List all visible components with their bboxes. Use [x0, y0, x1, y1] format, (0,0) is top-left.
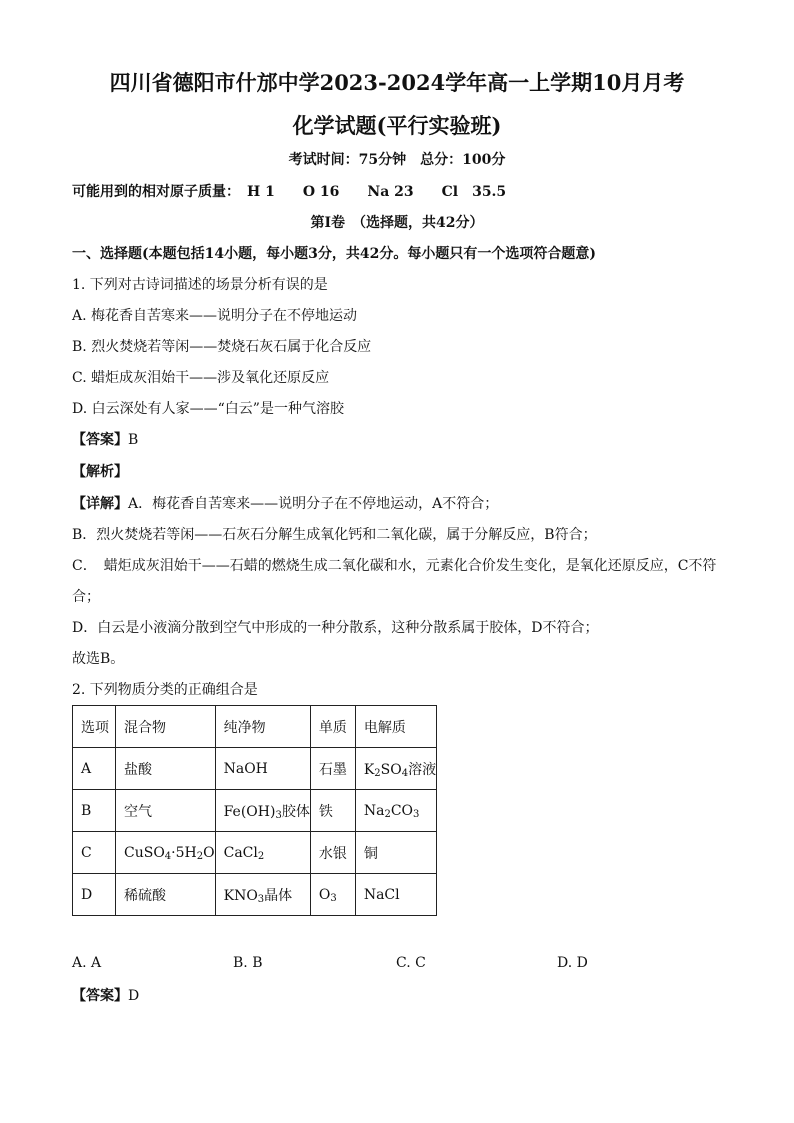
table-cell: 石墨: [310, 748, 355, 790]
table-cell: A: [73, 748, 116, 790]
q1-detail-text-a: A．梅花香自苦寒来——说明分子在不停地运动，A不符合；: [128, 496, 499, 512]
q2-choice-a: A. A: [72, 955, 102, 971]
table-cell: $Fe(OH)_3$胶体: [215, 790, 310, 832]
table-cell: $CuSO_4\cdot 5H_2O$: [116, 832, 216, 874]
table-cell: CaCl$_2$: [215, 832, 310, 874]
table-cell: 铜: [355, 832, 436, 874]
q1-detail-c-cont: 合；: [72, 589, 100, 605]
classification-table: [72, 705, 437, 916]
table-cell: NaCl: [355, 874, 436, 916]
title-line-1: 四川省德阳市什邡中学2023-2024学年高一上学期10月月考: [109, 70, 685, 95]
table-row: [73, 748, 437, 790]
table-cell: 稀硫酸: [116, 874, 216, 916]
table-cell: 水银: [310, 832, 355, 874]
q2-answer: [72, 986, 139, 1006]
table-cell: $KNO_3$晶体: [215, 874, 310, 916]
q1-answer-label: 【答案】: [72, 432, 128, 448]
table-header-cell: 电解质: [355, 706, 436, 748]
table-cell: C: [73, 832, 116, 874]
q1-option-d: D. 白云深处有人家——“白云”是一种气溶胶: [72, 401, 344, 417]
volume-heading: 第Ⅰ卷 （选择题，共42分）: [310, 215, 484, 231]
q1-answer-value: B: [128, 432, 139, 448]
table-cell: D: [73, 874, 116, 916]
q1-conclusion: 故选B。: [72, 651, 125, 667]
table-row: [73, 790, 437, 832]
section-heading: 一、选择题(本题包括14小题，每小题3分，共42分。每小题只有一个选项符合题意): [72, 246, 596, 262]
q1-option-b: B. 烈火焚烧若等闲——焚烧石灰石属于化合反应: [72, 339, 372, 355]
q1-detail-a: [72, 494, 498, 514]
title-line-2: 化学试题(平行实验班): [292, 113, 502, 138]
q2-answer-value: D: [128, 988, 140, 1004]
atomic-masses: 可能用到的相对原子质量： H 1 O 16 Na 23 Cl 35.5: [72, 184, 507, 200]
q1-detail-d: D．白云是小液滴分散到空气中形成的一种分散系，这种分散系属于胶体，D不符合；: [72, 620, 599, 636]
q2-answer-label: 【答案】: [72, 988, 128, 1004]
q2-choice-b: B. B: [233, 955, 263, 971]
table-header-cell: 混合物: [116, 706, 216, 748]
exam-info: 考试时间：75分钟 总分：100分: [288, 152, 506, 168]
table-cell: 铁: [310, 790, 355, 832]
table-cell: 空气: [116, 790, 216, 832]
table-cell: B: [73, 790, 116, 832]
table-header-cell: 纯净物: [215, 706, 310, 748]
q2-choice-d: D. D: [557, 955, 588, 971]
q1-detail-c: C． 蜡炬成灰泪始干——石蜡的燃烧生成二氧化碳和水，元素化合价发生变化，是氧化还原反应，C不符: [72, 558, 717, 574]
q1-answer: [72, 430, 138, 450]
q2-choice-c: C. C: [396, 955, 426, 971]
q1-stem: 1. 下列对古诗词描述的场景分析有误的是: [72, 277, 328, 293]
table-row: [73, 832, 437, 874]
q2-stem: 2. 下列物质分类的正确组合是: [72, 682, 258, 698]
table-cell: $Na_2CO_3$: [355, 790, 436, 832]
table-cell: $K_2SO_4$溶液: [355, 748, 436, 790]
table-cell: 盐酸: [116, 748, 216, 790]
table-row: [73, 874, 437, 916]
q1-option-a: A. 梅花香自苦寒来——说明分子在不停地运动: [72, 308, 358, 324]
table-header-row: [73, 706, 437, 748]
q1-detail-label: 【详解】: [72, 496, 128, 512]
table-cell: $O_3$: [310, 874, 355, 916]
table-header-cell: 单质: [310, 706, 355, 748]
q1-detail-b: B．烈火焚烧若等闲——石灰石分解生成氧化钙和二氧化碳，属于分解反应，B符合；: [72, 527, 597, 543]
q1-option-c: C. 蜡炬成灰泪始干——涉及氧化还原反应: [72, 370, 330, 386]
table-header-cell: 选项: [73, 706, 116, 748]
q1-analysis-label: 【解析】: [72, 464, 128, 480]
table-cell: NaOH: [215, 748, 310, 790]
